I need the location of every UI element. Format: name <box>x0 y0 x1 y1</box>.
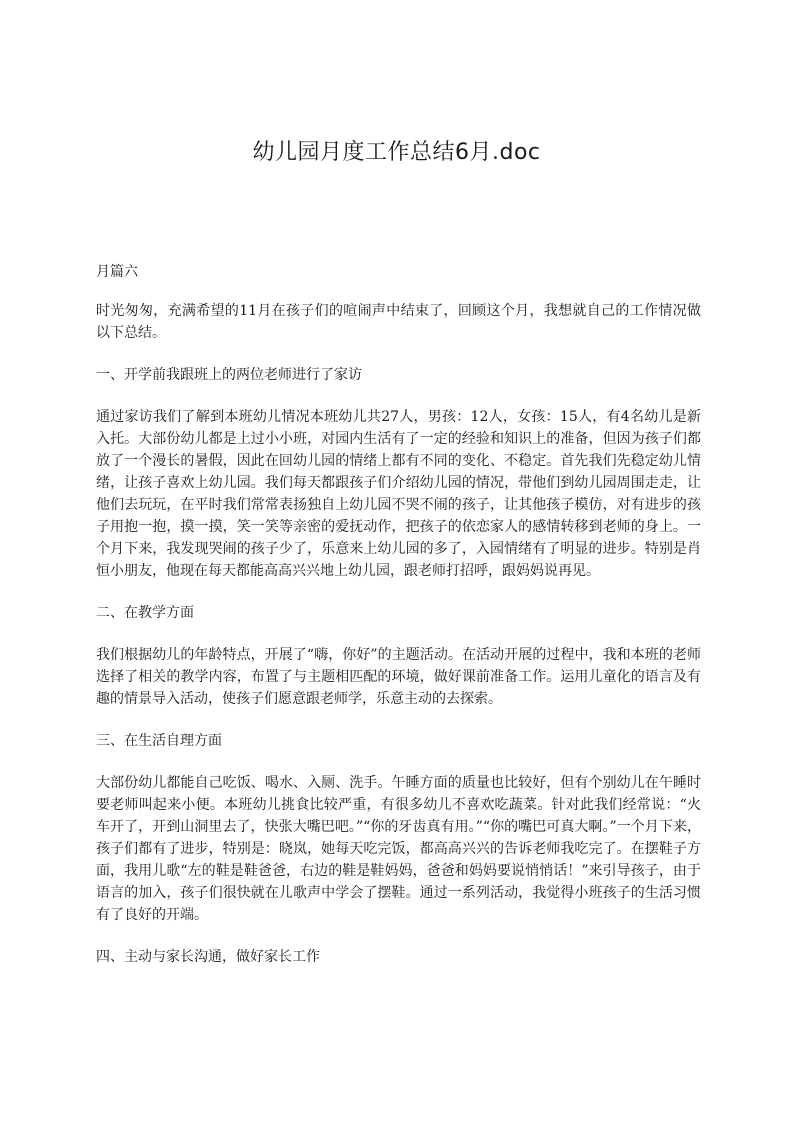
intro-paragraph: 时光匆匆，充满希望的11月在孩子们的喧闹声中结束了，回顾这个月，我想就自己的工作情况做以下总结。 <box>96 303 701 341</box>
document-body <box>96 261 701 988</box>
section-heading-2: 二、在教学方面 <box>96 605 194 621</box>
document-title: 幼儿园月度工作总结6月.doc <box>252 140 541 165</box>
section-heading-1: 一、开学前我跟班上的两位老师进行了家访 <box>96 367 362 383</box>
section-paragraph-1: 通过家访我们了解到本班幼儿情况本班幼儿共27人，男孩：12人，女孩：15人，有4名幼儿是新入托。大部份幼儿都是上过小小班，对园内生活有了一定的经验和知识上的准备，但因为孩子们都放了一个漫长的暑假，因此在回幼儿园的情绪上都有不同的变化、不稳定。首先我们先稳定幼儿情绪，让孩子喜欢上幼儿园。我们每天都跟孩子们介绍幼儿园的情况，带他们到幼儿园周围走走，让他们去玩玩，在平时我们常常表扬独自上幼儿园不哭不闹的孩子，让其他孩子模仿，对有进步的孩子用抱一抱，摸一摸，笑一笑等亲密的爱抚动作，把孩子的依恋家人的感情转移到老师的身上。一个月下来，我发现哭闹的孩子少了，乐意来上幼儿园的多了，入园情绪有了明显的进步。特别是肖恒小朋友，他现在每天都能高高兴兴地上幼儿园，跟老师打招呼，跟妈妈说再见。 <box>96 409 701 579</box>
document-subtitle: 月篇六 <box>96 264 138 280</box>
section-paragraph-3: 大部份幼儿都能自己吃饭、喝水、入厕、洗手。午睡方面的质量也比较好，但有个别幼儿在午睡时要老师叫起来小便。本班幼儿挑食比较严重，有很多幼儿不喜欢吃蔬菜。针对此我们经常说：“火车开了，开到山洞里去了，快张大嘴巴吧。”“你的牙齿真有用。”“你的嘴巴可真大啊。”一个月下来，孩子们都有了进步，特别是：晓岚，她每天吃完饭，都高高兴兴的告诉老师我吃完了。在摆鞋子方面，我用儿歌“左的鞋是鞋爸爸，右边的鞋是鞋妈妈，爸爸和妈妈要说悄悄话！”来引导孩子，由于语言的加入，孩子们很快就在儿歌声中学会了摆鞋。通过一系列活动，我觉得小班孩子的生活习惯有了良好的开端。 <box>96 775 701 923</box>
section-paragraph-2: 我们根据幼儿的年龄特点，开展了“嗨，你好”的主题活动。在活动开展的过程中，我和本班的老师选择了相关的教学内容，布置了与主题相匹配的环境，做好课前准备工作。运用儿童化的语言及有趣的情景导入活动，使孩子们愿意跟老师学，乐意主动的去探索。 <box>96 647 701 707</box>
section-heading-4: 四、主动与家长沟通，做好家长工作 <box>96 949 320 965</box>
section-heading-3: 三、在生活自理方面 <box>96 733 222 749</box>
